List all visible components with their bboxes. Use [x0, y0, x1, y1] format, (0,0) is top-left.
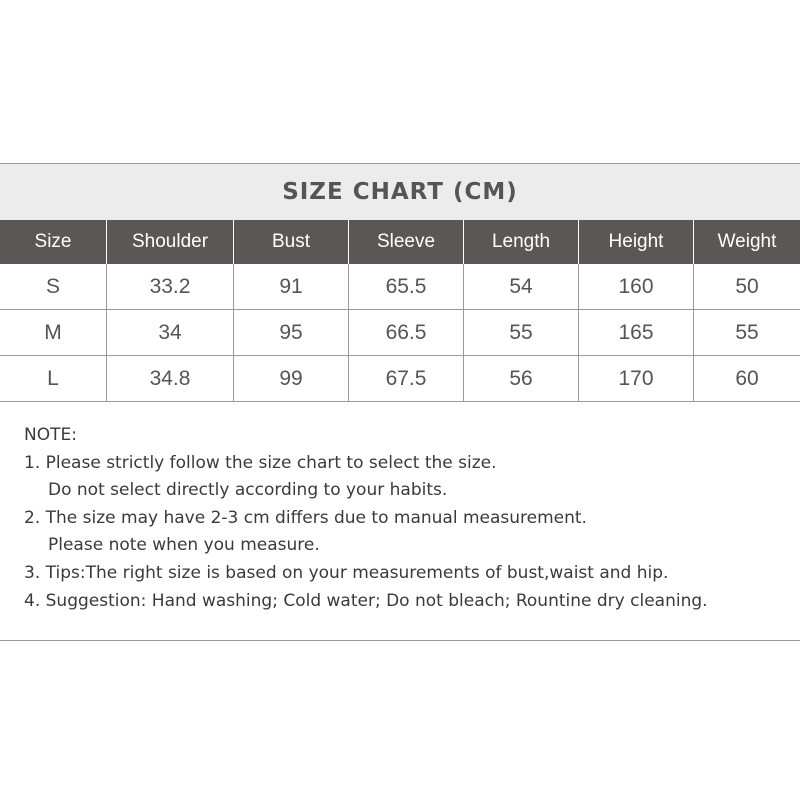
table-cell: 95 — [234, 310, 349, 356]
note-line: 1. Please strictly follow the size chart to select the size. — [24, 452, 497, 473]
notes-heading: NOTE: — [24, 425, 77, 445]
note-line: 4. Suggestion: Hand washing; Cold water; Do not bleach; Rountine dry cleaning. — [24, 590, 708, 611]
note-line: Please note when you measure. — [48, 535, 320, 556]
table-cell: 34.8 — [107, 356, 234, 402]
page-title: SIZE CHART (CM) — [282, 179, 518, 205]
table-cell: 34 — [107, 310, 234, 356]
table-cell: 91 — [234, 264, 349, 310]
note-line: Do not select directly according to your habits. — [48, 480, 448, 501]
size-table — [0, 220, 800, 402]
header-length: Length — [464, 220, 579, 264]
table-cell: 160 — [579, 264, 694, 310]
title-band — [0, 164, 800, 220]
table-cell: M — [0, 310, 107, 356]
table-cell: 65.5 — [349, 264, 464, 310]
note-line: 3. Tips:The right size is based on your measurements of bust,waist and hip. — [24, 562, 669, 583]
table-row — [0, 356, 800, 402]
table-cell: 99 — [234, 356, 349, 402]
table-cell: 170 — [579, 356, 694, 402]
table-cell: 55 — [464, 310, 579, 356]
header-size: Size — [0, 220, 107, 264]
size-chart — [0, 163, 800, 641]
table-cell: 56 — [464, 356, 579, 402]
table-header-row — [0, 220, 800, 264]
header-bust: Bust — [234, 220, 349, 264]
table-cell: 54 — [464, 264, 579, 310]
table-row — [0, 264, 800, 310]
table-cell: 50 — [694, 264, 800, 310]
header-sleeve: Sleeve — [349, 220, 464, 264]
header-shoulder: Shoulder — [107, 220, 234, 264]
table-cell: S — [0, 264, 107, 310]
table-cell: 66.5 — [349, 310, 464, 356]
notes-section — [0, 402, 800, 615]
table-cell: 165 — [579, 310, 694, 356]
table-cell: 55 — [694, 310, 800, 356]
table-cell: L — [0, 356, 107, 402]
table-cell: 60 — [694, 356, 800, 402]
table-cell: 33.2 — [107, 264, 234, 310]
header-weight: Weight — [694, 220, 800, 264]
header-height: Height — [579, 220, 694, 264]
table-row — [0, 310, 800, 356]
note-line: 2. The size may have 2-3 cm differs due to manual measurement. — [24, 507, 587, 528]
table-cell: 67.5 — [349, 356, 464, 402]
